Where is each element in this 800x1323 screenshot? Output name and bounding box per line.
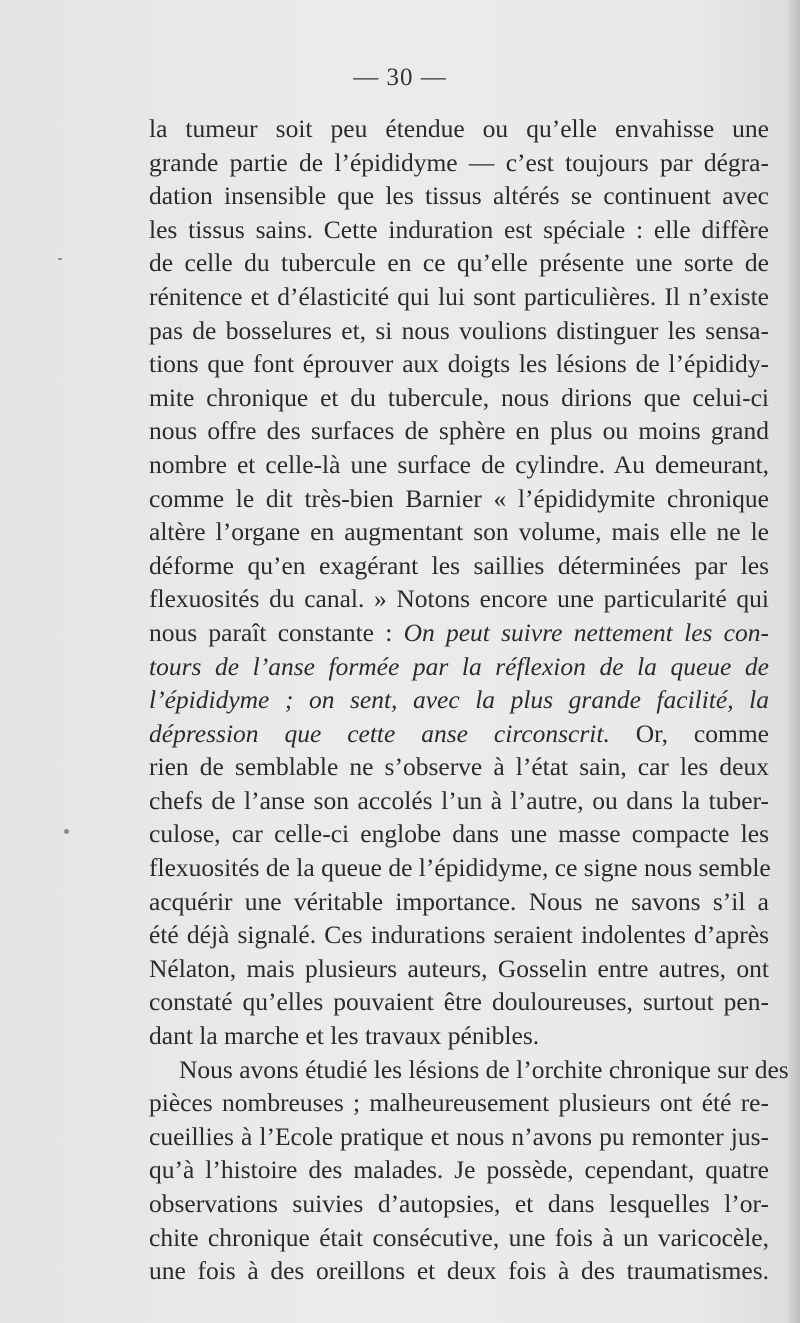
text-line: qu’à l’histoire des malades. Je possède, cependant, quatre bbox=[149, 1155, 769, 1185]
text-line: chefs de l’anse son accolés l’un à l’autre, ou dans la tuber- bbox=[149, 785, 769, 815]
text-line: altère l’organe en augmentant son volume, mais elle ne le bbox=[149, 517, 769, 547]
italic-run: tours de l’anse formée par la réflexion de la queue de bbox=[149, 651, 769, 681]
page-number: — 30 — bbox=[353, 64, 447, 91]
page-edge-shadow bbox=[788, 0, 800, 1323]
text-line: été déjà signalé. Ces indurations seraient indolentes d’après bbox=[149, 920, 769, 950]
text-line: acquérir une véritable importance. Nous ne savons s’il a bbox=[149, 886, 769, 916]
text-line: culose, car celle-ci englobe dans une masse compacte les bbox=[149, 819, 769, 849]
text-line: la tumeur soit peu étendue ou qu’elle envahisse une bbox=[149, 114, 769, 143]
text-line: constaté qu’elles pouvaient être douloureuses, surtout pen- bbox=[149, 987, 769, 1017]
body-text bbox=[149, 112, 789, 1288]
text-line: grande partie de l’épididyme — c’est toujours par dégra- bbox=[149, 147, 769, 177]
text-run: nous paraît constante : bbox=[149, 617, 404, 647]
text-line: observations suivies d’autopsies, et dans lesquelles l’or- bbox=[149, 1189, 769, 1218]
text-line: tions que font éprouver aux doigts les lésions de l’épididy- bbox=[149, 349, 769, 379]
text-line: rénitence et d’élasticité qui lui sont particulières. Il n’existe bbox=[149, 281, 769, 311]
text-line: flexuosités de la queue de l’épididyme, ce signe nous semble bbox=[149, 853, 771, 883]
text-line: pas de bosselures et, si nous voulions distinguer les sensa- bbox=[149, 315, 769, 345]
text-line: flexuosités du canal. » Notons encore une particularité qui bbox=[149, 584, 769, 614]
text-line: une fois à des oreillons et deux fois à des traumatismes. bbox=[149, 1256, 769, 1286]
text-line: déforme qu’en exagérant les saillies déterminées par les bbox=[149, 550, 769, 580]
margin-speck bbox=[58, 258, 62, 260]
text-line: Nélaton, mais plusieurs auteurs, Gosselin entre autres, ont bbox=[149, 953, 769, 983]
text-line: comme le dit très-bien Barnier « l’épididymite chronique bbox=[149, 483, 769, 513]
text-line-mixed bbox=[149, 616, 769, 650]
italic-line bbox=[149, 683, 769, 717]
text-line: Nous avons étudié les lésions de l’orchite chronique sur des bbox=[179, 1054, 789, 1084]
text-line: rien de semblable ne s’observe à l’état sain, car les deux bbox=[149, 752, 769, 782]
text-line: cueillies à l’Ecole pratique et nous n’avons pu remonter jus- bbox=[149, 1121, 769, 1151]
text-line: chite chronique était consécutive, une fois à un varicocèle, bbox=[149, 1222, 769, 1252]
italic-run: l’épididyme ; on sent, avec la plus grande facilité, la bbox=[149, 685, 769, 715]
text-line-mixed bbox=[149, 717, 769, 751]
text-line: de celle du tubercule en ce qu’elle présente une sorte de bbox=[149, 248, 769, 278]
text-line: dation insensible que les tissus altérés se continuent avec bbox=[149, 181, 769, 211]
italic-run: dépression que cette anse circonscrit. bbox=[149, 718, 610, 748]
text-line: nombre et celle-là une surface de cylindre. Au demeurant, bbox=[149, 449, 769, 479]
text-line: dant la marche et les travaux pénibles. bbox=[149, 1021, 540, 1051]
text-line: pièces nombreuses ; malheureusement plusieurs ont été re- bbox=[149, 1088, 769, 1118]
italic-run: On peut suivre nettement les con- bbox=[403, 617, 769, 647]
text-line: les tissus sains. Cette induration est spéciale : elle diffère bbox=[149, 214, 769, 244]
text-line: mite chronique et du tubercule, nous dirions que celui-ci bbox=[149, 382, 769, 412]
italic-line bbox=[149, 650, 769, 684]
text-run: Or, comme bbox=[609, 718, 769, 748]
margin-speck bbox=[64, 829, 69, 834]
text-line: nous offre des surfaces de sphère en plus ou moins grand bbox=[149, 416, 769, 446]
